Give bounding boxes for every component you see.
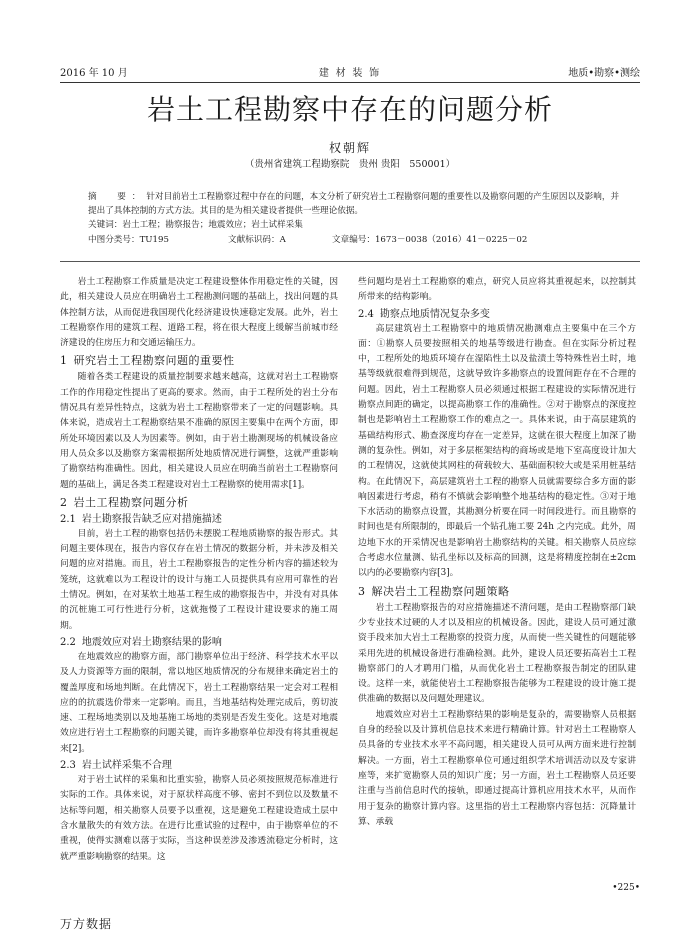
- clc-number: 中图分类号：TU195: [88, 235, 169, 245]
- body-paragraph: 随着各类工程建设的质量控制要求越来越高，这就对岩土工程勘察工作的作用稳定性提出了更高的要求。然而，由于工程所处的岩土分布情况具有差异性特点，这就为岩土工程勘察带来了一定的问题影响。具体来说，造成岩土工程勘察结果不准确的原因主要集中在两个方面，即所处环境因素以及人为因素等。例如，由于岩土勘测现场的机械设备应用人员众多以及勘察方案需根据所处地质情况进行调整，这就严重影响了勘察结构准确性。因此，相关建设人员应在明确当前岩土工程勘察问题的基础上，满足各类工程建设对岩土工程勘察的使用需求[1]。: [60, 372, 338, 490]
- heading-number: 2: [60, 495, 68, 509]
- left-column: [60, 275, 338, 865]
- heading-number: 1: [60, 354, 68, 368]
- classification-line: [88, 233, 620, 247]
- subsection-heading: [60, 635, 338, 650]
- subsection-heading: [60, 512, 338, 527]
- heading-number: 2.4: [358, 308, 374, 320]
- body-paragraph: 岩土工程勘察报告的对应措施描述不清问题，是由工程勘察部门缺少专业技术过硬的人才以及相应的机械设备。因此，建设人员可通过激资手段来加大岩土工程勘察的投资力度，从而使一些关键性的问题能够采用先进的机械设备进行准确检测。此外，建设人员还要拓高岩土工程勘察部门的人才聘用门槛，从而优化岩土工程勘察报告制定的团队建设。这样一来，就能使岩土工程勘察报告能够为工程建设的设计施工提供准确的数据以及问题处理建议。: [358, 602, 636, 705]
- keywords-text: 岩土工程；勘察报告；地震效应；岩土试样采集: [122, 220, 303, 230]
- heading-text: 岩土试样采集不合理: [81, 760, 172, 772]
- abstract-block: [88, 190, 620, 247]
- abstract: [88, 190, 620, 218]
- running-head: [60, 67, 640, 81]
- keywords: [88, 218, 620, 232]
- body-paragraph: 目前，岩土工程的勘察包括仍未摆脱工程地质勘察的报告形式。其问题主要体现在，报告内容仅存在岩土情况的数据分析，并未涉及相关问题的应对措施。而且，岩土工程勘察报告的定性分析内容的描述较为笼统，这就难以为工程设计的设计与施工人员提供具有应用可靠性的岩土情况。例如，在对某软土地基工程生成的勘察报告中，并没有对具体的沉桩施工可行性进行分析，这就拖慢了工程设计建设要求的施工周期。: [60, 528, 338, 631]
- body-paragraph: 些问题均是岩土工程勘察的难点，研究人员应将其重视起来，以控制其所带来的结构影响。: [358, 277, 636, 303]
- page-number: •225•: [612, 883, 640, 893]
- article-number: 文章编号：1673－0038（2016）41－0225－02: [332, 235, 528, 245]
- section-heading: [60, 353, 338, 369]
- heading-text: 勘察点地质情况复杂多变: [379, 308, 490, 320]
- watermark: 万方数据: [60, 917, 113, 931]
- abstract-text: 针对目前岩土工程勘察过程中存在的问题，本文分析了研究岩土工程勘察问题的重要性以及勘察问题的产生原因以及影响，并提出了具体控制的方式方法。其目的是为相关建设者提供一些理论依据。: [88, 192, 620, 216]
- heading-text: 地震效应对岩土勘察结果的影响: [81, 636, 222, 648]
- heading-text: 岩土勘察报告缺乏应对措施描述: [81, 513, 222, 525]
- header-date: 2016 年 10 月: [60, 68, 128, 79]
- document-code: 文献标识码：A: [228, 235, 286, 245]
- body-paragraph: 地震效应对岩土工程勘察结果的影响是复杂的，需要勘察人员根据自身的经验以及计算机信息技术来进行精确计算。针对岩土工程勘察人员具备的专业技术水平不高问题，相关建设人员可从两方面来进行控制解决。一方面，岩土工程勘察单位可通过组织学术培训活动以及专家讲座等，来扩宽勘察人员的知识广度；另一方面，岩土工程勘察人员还要注重与当前信息时代的接轨，即通过提高计算机应用技术水平，从而作用于复杂的勘察计算内容。这里指的岩土工程勘察内容包括：沉降量计算、承载: [358, 709, 636, 827]
- author: 权朝辉: [328, 141, 371, 155]
- heading-text: 研究岩土工程勘察问题的重要性: [73, 354, 235, 368]
- affiliation: （贵州省建筑工程勘察院 贵州 贵阳 550001）: [244, 159, 456, 170]
- section-heading: [60, 495, 338, 511]
- section-heading: [358, 584, 636, 600]
- body-paragraph: 高层建筑岩土工程勘察中的地质情况勘测难点主要集中在三个方面：①勘察人员要按照相关的地基等级进行勘查。但在实际分析过程中，工程所处的地质环境存在湿陷性土以及盐渍土等特殊性岩土时，地基等级就很难得到规范，这就导致许多勘察点的设置间距存在不合理的问题。因此，岩土工程勘察人员必须通过根据工程建设的实际情况进行勘察点间距的确定，以提高勘察工作的准确性。②对于勘察点的深度控制也是影响岩土工程勘察工作的难点之一。具体来说，由于高层建筑的基础结构形式、勘查深度均存在一定差异，这就在很大程度上加深了勘测的复杂性。例如，对于多层框架结构的商场或是地下室高度设计加大的工程情况，这就使其网柱的荷载较大、基础面积较大或是采用桩基结构。在此情况下，高层建筑岩土工程的勘察人员就需要综合多方面的影响因素进行考虑，稍有不慎就会影响整个地基结构的稳定性。③对于地下水活动的勘察点设置，其勘测分析要在同一时间段进行。而且勘察的时间也是有所限制的，即最后一个钻孔施工要 24h 之内完成。此外，周边地下水的开采情况也是影响岩土勘察结构的关键。相关勘察人员应综合考虑水位量测、钻孔坐标以及标高的回测，这是将精度控制在±2cm 以内的必要勘察内容[3]。: [358, 323, 636, 579]
- keywords-label: 关键词：: [88, 220, 123, 230]
- body-paragraph: 在地震效应的勘察方面，部门勘察单位出于经济、科学技术水平以及人力资源等方面的限制，常以地区地质情况的分布规律来确定岩土的覆盖厚度和场地判断。在此情况下，岩土工程勘察结果一定会对工程相应的的抗震选价带来一定影响。而且，当地基结构处理完成后，剪切波速、工程场地类别以及地基施工场地的类别是否发生变化。这是对地震效应进行岩土工程勘察的问题关键，而许多勘察单位却没有将其重视起来[2]。: [60, 651, 338, 754]
- abstract-rule: [60, 261, 640, 262]
- heading-number: 2.3: [60, 760, 76, 772]
- subsection-heading: [358, 307, 636, 322]
- header-rule: [60, 82, 640, 83]
- heading-text: 岩土工程勘察问题分析: [73, 495, 189, 509]
- heading-text: 解决岩土工程勘察问题策略: [371, 584, 510, 598]
- article-title: 岩土工程勘察中存在的问题分析: [146, 93, 553, 126]
- right-column: [358, 275, 636, 830]
- heading-number: 2.2: [60, 636, 76, 648]
- subsection-heading: [60, 758, 338, 773]
- body-paragraph: 岩土工程勘察工作质量是决定工程建设整体作用稳定性的关键，因此，相关建设人员应在明确岩土工程勘测问题的基础上，找出问题的具体控制方法，从而促进我国现代化经济建设快速稳定发展。此外，岩土工程勘察作用的建筑工程、道路工程，将在很大程度上缓解当前城市经济建设的住房压力和交通运输压力。: [60, 277, 338, 349]
- header-section: 地质•勘察•测绘: [568, 68, 640, 79]
- heading-number: 3: [358, 584, 366, 598]
- abstract-label: 摘 要：: [88, 192, 147, 202]
- body-paragraph: 对于岩土试样的采集和比重实验，勘察人员必须按照规范标准进行实际的工作。具体来说，对于原状样高度不够、密封不到位以及数量不达标等问题，相关勘察人员要予以重视，这是避免工程建设造成土层中含水量散失的有效方法。在进行比重试验的过程中，由于勘察单位的不重视，使得实测难以落于实际，当这种误差涉及渗透流稳定分析时，这就严重影响勘察的结果。这: [60, 775, 338, 862]
- header-journal: 建 材 装 饰: [318, 68, 382, 79]
- heading-number: 2.1: [60, 513, 76, 525]
